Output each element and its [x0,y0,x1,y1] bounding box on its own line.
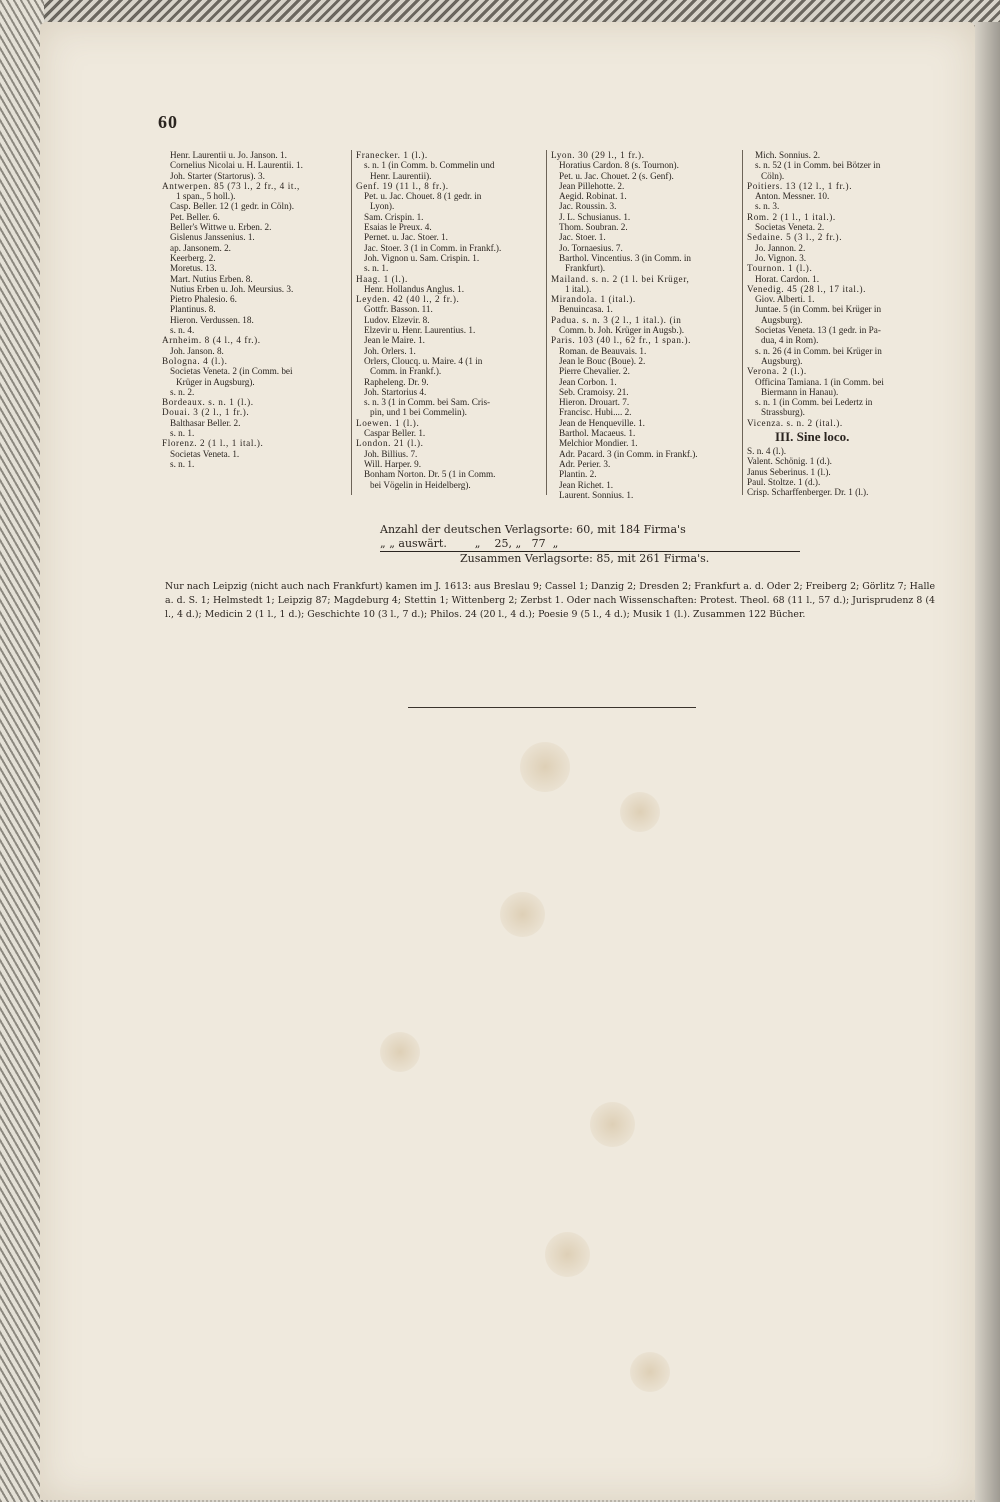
publisher-entry: Will. Harper. 9. [364,458,422,469]
page-number: 60 [158,112,178,132]
place-entry: Paris. 103 (40 l., 62 fr., 1 span.). [551,335,692,346]
publisher-entry: Sam. Crispin. 1. [364,211,424,222]
place-entry: Haag. 1 (l.). [356,273,408,284]
foxing-stain [380,1032,420,1072]
publisher-entry: Jo. Vignon. 3. [755,252,807,263]
publisher-entry: Keerberg. 2. [170,252,216,263]
publisher-entry: Pet. Beller. 6. [170,211,220,222]
publisher-entry: Jac. Stoer. 1. [559,232,606,243]
publisher-entry: Plantin. 2. [559,469,597,480]
text-column-1 [162,150,347,469]
publisher-entry: Jean de Henqueville. 1. [559,417,645,428]
publisher-entry: Juntae. 5 (in Comm. bei Krüger in [755,304,882,315]
publisher-entry: Societas Veneta. 2 (in Comm. bei [170,366,293,377]
publisher-entry: Societas Veneta. 2. [755,222,825,233]
publisher-entry: Nutius Erben u. Joh. Meursius. 3. [170,283,294,294]
publisher-entry: J. L. Schusianus. 1. [559,211,631,222]
publisher-entry: Adr. Pacard. 3 (in Comm. in Frankf.). [559,448,698,459]
publisher-entry: Casp. Beller. 12 (1 gedr. in Cöln). [170,201,295,212]
publisher-entry: Melchior Mondier. 1. [559,438,638,449]
publisher-entry: Benuincasa. 1. [559,304,613,315]
publisher-entry: Strassburg). [761,407,805,418]
place-entry: Leyden. 42 (40 l., 2 fr.). [356,294,460,305]
foxing-stain [620,792,660,832]
marbled-cover-edge-left [0,0,44,1502]
foxing-stain [520,742,570,792]
place-entry: Mirandola. 1 (ital.). [551,294,636,305]
publisher-entry: s. n. 1. [170,428,195,439]
place-entry: Poitiers. 13 (12 l., 1 fr.). [747,180,853,191]
place-entry: Sedaine. 5 (3 l., 2 fr.). [747,232,843,243]
publisher-entry: s. n. 52 (1 in Comm. bei Bötzer in [755,160,881,171]
publisher-entry: Giov. Alberti. 1. [755,294,815,305]
publisher-entry: s. n. 3. [755,201,780,212]
place-entry: Verona. 2 (l.). [747,366,807,377]
publisher-entry: Henr. Laurentii). [370,170,432,181]
publisher-entry: Joh. Billius. 7. [364,448,418,459]
place-entry: Lyon. 30 (29 l., 1 fr.). [551,150,645,160]
publisher-entry: Jac. Roussin. 3. [559,201,617,212]
publisher-entry: Jean Corbon. 1. [559,376,617,387]
publisher-entry: Jo. Jannon. 2. [755,242,806,253]
publisher-entry: s. n. 1 (in Comm. b. Commelin und [364,160,495,171]
leipzig-only-note: Nur nach Leipzig (nicht auch nach Frankfurt) kamen im J. 1613: aus Breslau 9; Cassel 1; Danzig 2; Dresden 2; Frankfurt a. d. Oder 2; Freiberg 2; Görlitz 7; Halle a. d. S. 1; Helmstedt 1; Leipzig 87; Magdeburg 4; Stettin 1; Wittenberg 2; Zerbst 1. Oder nach Wissenschaften: Protest. Theol. 68 (11 l., 57 d.); Jurisprudenz 8 (4 l., 4 d.); Medicin 2 (1 l., 1 d.); Geschichte 10 (3 l., 7 d.); Philos. 24 (20 l., 4 d.); Poesie 9 (5 l., 4 d.); Musik 1 (l.). Zusammen 122 Bücher. [165,581,935,620]
text-column-3 [551,150,743,500]
publisher-entry: Pet. u. Jac. Chouet. 8 (1 gedr. in [364,191,482,202]
publisher-entry: Comm. in Frankf.). [370,366,442,377]
publisher-entry: Francisc. Hubi.... 2. [559,407,632,418]
foxing-stain [590,1102,635,1147]
publisher-entry: S. n. 4 (l.). [747,446,787,457]
publisher-entry: s. n. 1. [364,263,389,274]
publisher-entry: ap. Jansonem. 2. [170,242,231,253]
publisher-entry: Joh. Startorius 4. [364,386,427,397]
foxing-stain [545,1232,590,1277]
publication-summary [380,523,800,566]
place-entry: Padua. s. n. 3 (2 l., 1 ital.). (in [551,314,682,325]
place-entry: Tournon. 1 (l.). [747,263,813,274]
publisher-entry: Joh. Vignon u. Sam. Crispin. 1. [364,252,480,263]
publisher-entry: Horat. Cardon. 1. [755,273,820,284]
publisher-entry: Janus Seberinus. 1 (l.). [747,466,831,477]
publisher-entry: s. n. 26 (4 in Comm. bei Krüger in [755,345,882,356]
publisher-entry: bei Vögelin in Heidelberg). [370,479,471,490]
publisher-entry: Gislenus Janssenius. 1. [170,232,255,243]
publisher-entry: Mich. Sonnius. 2. [755,150,821,160]
publisher-entry: Jean Pillehotte. 2. [559,180,625,191]
publisher-entry: Lyon). [370,201,395,212]
publisher-entry: s. n. 2. [170,386,195,397]
place-entry: Rom. 2 (1 l., 1 ital.). [747,211,836,222]
publisher-entry: Rapheleng. Dr. 9. [364,376,429,387]
place-entry: Mailand. s. n. 2 (1 l. bei Krüger, [551,273,690,284]
column-rule [351,150,352,495]
place-entry: London. 21 (l.). [356,438,424,449]
publisher-entry: Krüger in Augsburg). [176,376,255,387]
publisher-entry: Jean le Bouc (Boue). 2. [559,355,646,366]
place-entry: Douai. 3 (2 l., 1 fr.). [162,407,250,418]
summary-total-places: Zusammen Verlagsorte: 85, mit 261 Firma's. [460,552,710,565]
section-heading: III. Sine loco. [775,429,850,445]
place-entry: Franecker. 1 (l.). [356,150,428,160]
place-entry: Vicenza. s. n. 2 (ital.). [747,417,843,428]
publisher-entry: Aegid. Robinat. 1. [559,191,627,202]
publisher-entry: Thom. Soubran. 2. [559,222,628,233]
publisher-entry: 1 ital.). [565,283,592,294]
publisher-entry: Roman. de Beauvais. 1. [559,345,647,356]
publisher-entry: s. n. 1 (in Comm. bei Ledertz in [755,397,873,408]
publisher-entry: dua, 4 in Rom). [761,335,819,346]
publisher-entry: 1 span., 5 holl.). [176,191,236,202]
publisher-entry: Barthol. Vincentius. 3 (in Comm. in [559,252,691,263]
publisher-entry: s. n. 1. [170,458,195,469]
publisher-entry: Bonham Norton. Dr. 5 (1 in Comm. [364,469,496,480]
publisher-entry: Hieron. Verdussen. 18. [170,314,254,325]
publisher-entry: Anton. Messner. 10. [755,191,830,202]
publisher-entry: Gottfr. Basson. 11. [364,304,433,315]
place-entry: Antwerpen. 85 (73 l., 2 fr., 4 it., [162,180,300,191]
text-column-4 [747,150,937,498]
section-end-rule [408,707,696,708]
publisher-entry: Societas Veneta. 1. [170,448,240,459]
publisher-entry: Augsburg). [761,314,803,325]
place-entry: Bordeaux. s. n. 1 (l.). [162,397,254,408]
publisher-entry: Valent. Schönig. 1 (d.). [747,456,832,467]
publisher-entry: Barthol. Macaeus. 1. [559,428,636,439]
publisher-entry: Ludov. Elzevir. 8. [364,314,430,325]
publisher-entry: Balthasar Beller. 2. [170,417,241,428]
publisher-entry: Pernet. u. Jac. Stoer. 1. [364,232,448,243]
place-entry: Florenz. 2 (1 l., 1 ital.). [162,438,264,449]
publisher-entry: Adr. Perier. 3. [559,458,611,469]
summary-foreign-places: „ „ auswärt. „ 25, „ 77 „ [380,537,800,552]
publisher-entry: Paul. Stoltze. 1 (d.). [747,476,821,487]
publisher-entry: Cöln). [761,170,785,181]
publisher-entry: Jean le Maire. 1. [364,335,425,346]
publisher-entry: Officina Tamiana. 1 (in Comm. bei [755,376,884,387]
publisher-entry: Pet. u. Jac. Chouet. 2 (s. Genf). [559,170,674,181]
publisher-entry: Jo. Tornaesius. 7. [559,242,623,253]
publisher-entry: Esaias le Preux. 4. [364,222,432,233]
publisher-entry: s. n. 4. [170,325,195,336]
publisher-entry: Elzevir u. Henr. Laurentius. 1. [364,325,476,336]
publisher-entry: Mart. Nutius Erben. 8. [170,273,253,284]
place-entry: Arnheim. 8 (4 l., 4 fr.). [162,335,261,346]
text-column-2 [356,150,546,490]
publisher-entry: Plantinus. 8. [170,304,216,315]
publisher-entry: Joh. Starter (Startorus). 3. [170,170,265,181]
publisher-entry: Jean Richet. 1. [559,479,614,490]
publisher-entry: Comm. b. Joh. Krüger in Augsb.). [559,325,685,336]
publisher-entry: Crisp. Scharffenberger. Dr. 1 (l.). [747,487,869,498]
publisher-entry: Seb. Cramoisy. 21. [559,386,629,397]
publisher-entry: Frankfurt). [565,263,606,274]
publisher-entry: Horatius Cardon. 8 (s. Tournon). [559,160,679,171]
publisher-entry: s. n. 3 (1 in Comm. bei Sam. Cris- [364,397,491,408]
foxing-stain [500,892,545,937]
publisher-entry: Augsburg). [761,355,803,366]
column-rule [546,150,547,495]
summary-german-places: Anzahl der deutschen Verlagsorte: 60, mit 184 Firma's [380,523,686,536]
publisher-entry: pin, und 1 bei Commelin). [370,407,467,418]
publisher-entry: Caspar Beller. 1. [364,428,426,439]
foxing-stain [630,1352,670,1392]
publisher-entry: Beller's Wittwe u. Erben. 2. [170,222,272,233]
publisher-entry: Cornelius Nicolai u. H. Laurentii. 1. [170,160,303,171]
publisher-entry: Henr. Laurentii u. Jo. Janson. 1. [170,150,287,160]
publisher-entry: Biermann in Hanau). [761,386,839,397]
publisher-entry: Hieron. Drouart. 7. [559,397,630,408]
book-gutter [975,22,1000,1502]
publisher-entry: Societas Veneta. 13 (1 gedr. in Pa- [755,325,881,336]
publisher-entry: Joh. Orlers. 1. [364,345,416,356]
publisher-entry: Orlers, Clоucq. u. Maire. 4 (1 in [364,355,483,366]
publisher-entry: Moretus. 13. [170,263,217,274]
place-entry: Genf. 19 (11 l., 8 fr.). [356,180,449,191]
place-entry: Loewen. 1 (l.). [356,417,420,428]
place-entry: Bologna. 4 (l.). [162,355,228,366]
publisher-entry: Pietro Phalesio. 6. [170,294,237,305]
publisher-entry: Jac. Stoer. 3 (1 in Comm. in Frankf.). [364,242,502,253]
publisher-entry: Laurent. Sonnius. 1. [559,489,634,500]
publisher-entry: Henr. Hollandus Anglus. 1. [364,283,465,294]
publisher-entry: Pierre Chevalier. 2. [559,366,630,377]
publisher-entry: Joh. Janson. 8. [170,345,224,356]
place-entry: Venedig. 45 (28 l., 17 ital.). [747,283,867,294]
